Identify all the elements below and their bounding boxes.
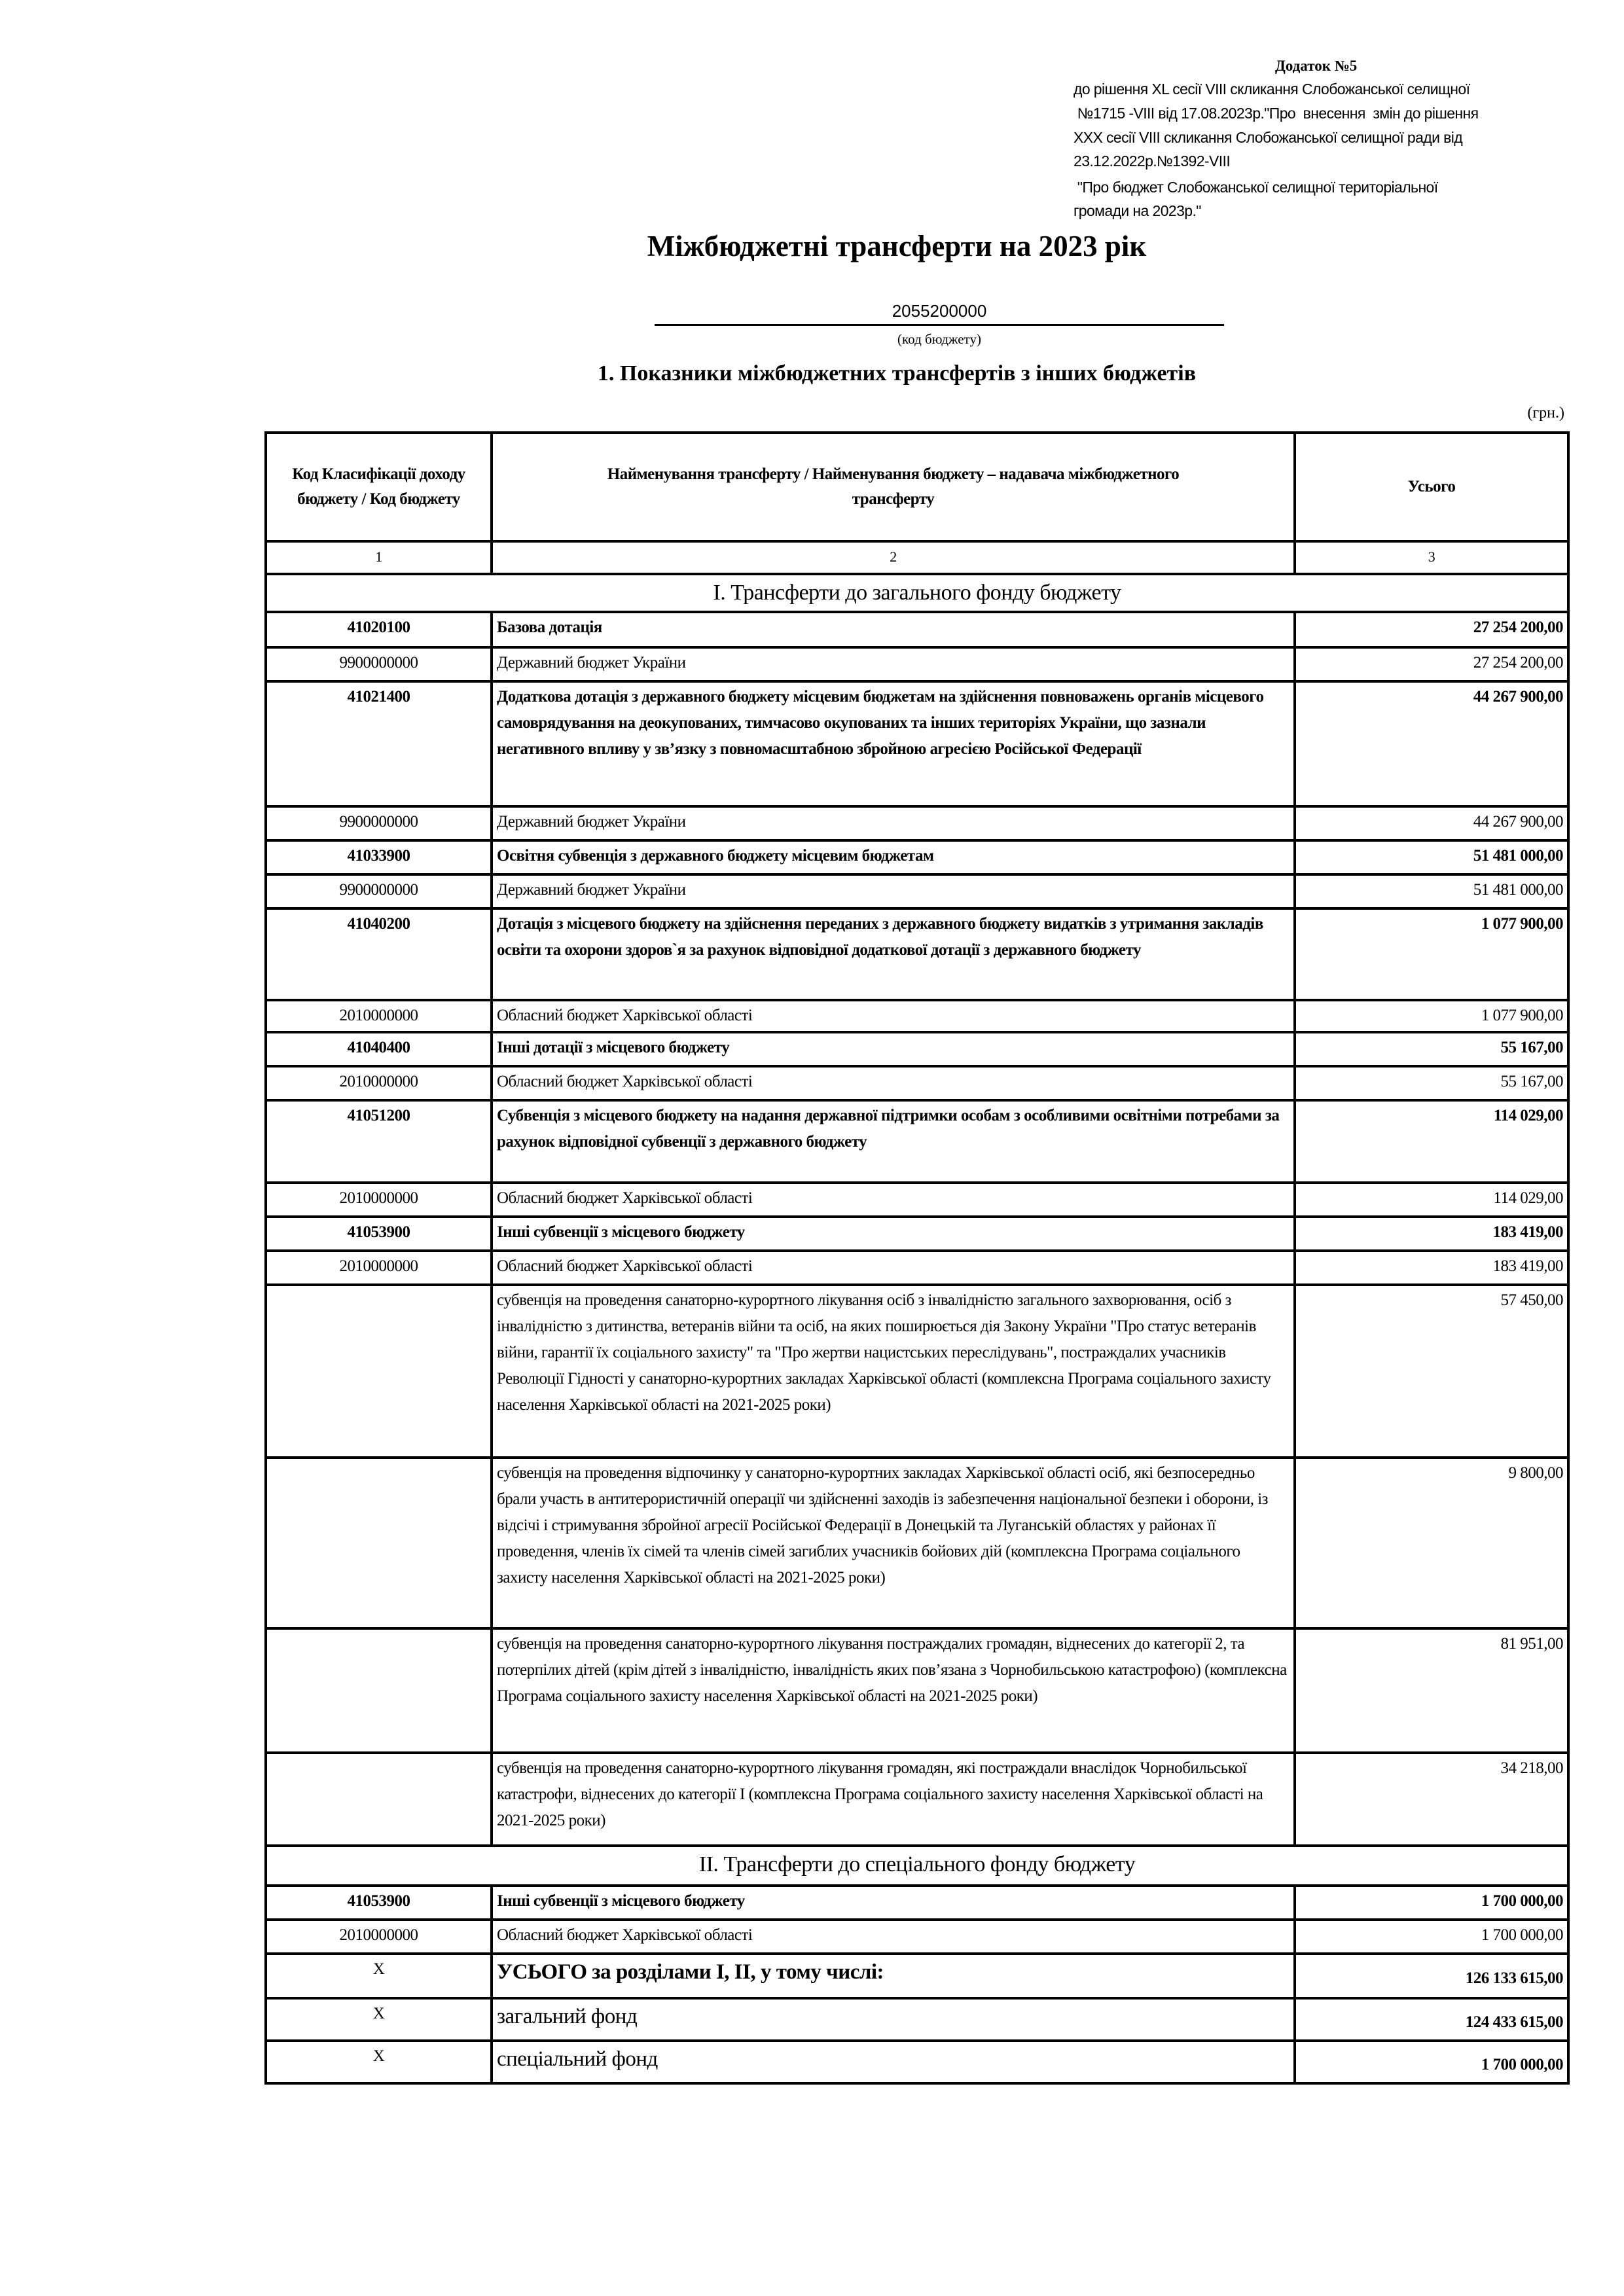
row-name: Державний бюджет України (492, 874, 1295, 908)
row-name: Інші дотації з місцевого бюджету (492, 1032, 1295, 1066)
row-name: Інші субвенції з місцевого бюджету (492, 1886, 1295, 1920)
row-total: 183 419,00 (1295, 1217, 1568, 1251)
row-name: Державний бюджет України (492, 806, 1295, 840)
table-row (266, 1100, 1568, 1183)
row-code: 41051200 (266, 1100, 492, 1183)
row-code: 9900000000 (266, 647, 492, 681)
row-total: 126 133 615,00 (1295, 1954, 1568, 1998)
row-total: 44 267 900,00 (1295, 806, 1568, 840)
row-name: УСЬОГО за розділами І, ІІ, у тому числі: (492, 1954, 1295, 1998)
row-total: 55 167,00 (1295, 1032, 1568, 1066)
section-label: І. Трансферти до загального фонду бюджету (266, 574, 1568, 612)
row-name: субвенція на проведення санаторно-курортного лікування осіб з інвалідністю загального захворювання, осіб з інвалідністю з дитинства, ветеранів війни та осіб, на яких поширюється дія Закону України "Про статус ветеранів війни, гарантії їх соціального захисту" та "Про жертви нацистських переслідувань", постраждалих учасників Революції Гідності у санаторно-курортних закладах Харківської області (комплексна Програма соціального захисту населення Харківської області на 2021-2025 роки) (492, 1285, 1295, 1458)
row-code: 2010000000 (266, 1066, 492, 1100)
row-code: 41040200 (266, 908, 492, 1000)
annex-line: до рішення XL сесії VIII скликання Слобожанської селищної (1074, 81, 1470, 98)
section-label: ІІ. Трансферти до спеціального фонду бюджету (266, 1846, 1568, 1886)
column-number: 3 (1295, 541, 1568, 574)
row-code: 9900000000 (266, 806, 492, 840)
row-name: Освітня субвенція з державного бюджету місцевим бюджетам (492, 840, 1295, 874)
row-code: 41040400 (266, 1032, 492, 1066)
row-total: 124 433 615,00 (1295, 1998, 1568, 2041)
transfers-table (264, 431, 1570, 2085)
row-total: 9 800,00 (1295, 1458, 1568, 1628)
table-row (266, 1886, 1568, 1920)
table-row (266, 1183, 1568, 1217)
row-name: Дотація з місцевого бюджету на здійснення переданих з державного бюджету видатків з утримання закладів освіти та охорони здоров`я за рахунок відповідної додаткової дотації з державного бюджету (492, 908, 1295, 1000)
row-code: 2010000000 (266, 1920, 492, 1954)
row-code (266, 1285, 492, 1458)
table-row (266, 681, 1568, 806)
table-row (266, 1628, 1568, 1753)
total-row (266, 1954, 1568, 1998)
row-name: Обласний бюджет Харківської області (492, 1183, 1295, 1217)
annex-title: Додаток №5 (1275, 58, 1358, 74)
row-code (266, 1458, 492, 1628)
row-name: субвенція на проведення відпочинку у санаторно-курортних закладах Харківської області осіб, які безпосередньо брали участь в антитерористичній операції чи здійсненні заходів із забезпечення національної безпеки і оборони, із відсічі і стримування збройної агресії Російської Федерації в Донецькій та Луганській областях у районах її проведення, членів їх сімей та членів сімей загиблих учасників бойових дій (комплексна Програма соціального захисту населення Харківської області на 2021-2025 роки) (492, 1458, 1295, 1628)
budget-code-caption: (код бюджету) (897, 331, 981, 347)
table-header-row (266, 433, 1568, 541)
header-code: Код Класифікації доходу бюджету / Код бюджету (266, 433, 492, 541)
table-row (266, 1251, 1568, 1285)
unit-label: (грн.) (1527, 404, 1564, 422)
row-name: Обласний бюджет Харківської області (492, 1000, 1295, 1032)
row-code (266, 1753, 492, 1846)
row-code: 2010000000 (266, 1251, 492, 1285)
row-code: 41053900 (266, 1217, 492, 1251)
row-total: 1 077 900,00 (1295, 908, 1568, 1000)
table-row (266, 1920, 1568, 1954)
table-row (266, 874, 1568, 908)
row-name: Обласний бюджет Харківської області (492, 1251, 1295, 1285)
row-name: Державний бюджет України (492, 647, 1295, 681)
table-row (266, 908, 1568, 1000)
row-code: 41020100 (266, 612, 492, 647)
row-code: 41053900 (266, 1886, 492, 1920)
row-code: 41021400 (266, 681, 492, 806)
total-row (266, 2041, 1568, 2083)
column-number: 2 (492, 541, 1295, 574)
row-code (266, 1628, 492, 1753)
table-row (266, 1753, 1568, 1846)
row-name: спеціальний фонд (492, 2041, 1295, 2083)
annex-line: №1715 -VIII від 17.08.2023р."Про внесення змін до рішення (1074, 105, 1479, 122)
row-code: 41033900 (266, 840, 492, 874)
row-name: Обласний бюджет Харківської області (492, 1066, 1295, 1100)
row-name: Базова дотація (492, 612, 1295, 647)
row-total: 34 218,00 (1295, 1753, 1568, 1846)
row-name: Додаткова дотація з державного бюджету місцевим бюджетам на здійснення повноважень органів місцевого самоврядування на деокупованих, тимчасово окупованих та інших територіях України, що зазнали негативного впливу у зв’язку з повномасштабною збройною агресією Російської Федерації (492, 681, 1295, 806)
row-total: 1 077 900,00 (1295, 1000, 1568, 1032)
table-row (266, 1066, 1568, 1100)
row-total: 1 700 000,00 (1295, 1920, 1568, 1954)
row-total: 81 951,00 (1295, 1628, 1568, 1753)
row-total: 55 167,00 (1295, 1066, 1568, 1100)
table-row (266, 647, 1568, 681)
row-code: Х (266, 2041, 492, 2083)
row-total: 1 700 000,00 (1295, 2041, 1568, 2083)
row-total: 1 700 000,00 (1295, 1886, 1568, 1920)
annex-line: громади на 2023р." (1074, 202, 1201, 219)
row-code: Х (266, 1998, 492, 2041)
column-number: 1 (266, 541, 492, 574)
row-code: Х (266, 1954, 492, 1998)
table-row (266, 840, 1568, 874)
section-row (266, 574, 1568, 612)
header-total: Усього (1295, 433, 1568, 541)
section-row (266, 1846, 1568, 1886)
row-name: Субвенція з місцевого бюджету на надання державної підтримки особам з особливими освітніми потребами за рахунок відповідної субвенції з державного бюджету (492, 1100, 1295, 1183)
table-row (266, 1032, 1568, 1066)
row-name: Обласний бюджет Харківської області (492, 1920, 1295, 1954)
row-total: 51 481 000,00 (1295, 840, 1568, 874)
row-code: 2010000000 (266, 1000, 492, 1032)
row-total: 183 419,00 (1295, 1251, 1568, 1285)
row-total: 51 481 000,00 (1295, 874, 1568, 908)
row-code: 2010000000 (266, 1183, 492, 1217)
row-total: 114 029,00 (1295, 1100, 1568, 1183)
row-name: загальний фонд (492, 1998, 1295, 2041)
table-row (266, 1285, 1568, 1458)
annex-line: 23.12.2022р.№1392-VIII (1074, 152, 1231, 170)
budget-code: 2055200000 (655, 301, 1224, 326)
row-name: Інші субвенції з місцевого бюджету (492, 1217, 1295, 1251)
header-name: Найменування трансферту / Найменування бюджету – надавача міжбюджетного трансферту (492, 433, 1295, 541)
table-row (266, 612, 1568, 647)
page-title: Міжбюджетні трансферти на 2023 рік (647, 230, 1147, 262)
annex-line: XXX сесії VIII скликання Слобожанської селищної ради від (1074, 129, 1463, 146)
row-total: 27 254 200,00 (1295, 647, 1568, 681)
row-code: 9900000000 (266, 874, 492, 908)
row-total: 57 450,00 (1295, 1285, 1568, 1458)
table-row (266, 1000, 1568, 1032)
row-name: субвенція на проведення санаторно-курортного лікування постраждалих громадян, віднесених до категорії 2, та потерпілих дітей (крім дітей з інвалідністю, інвалідність яких пов’язана з Чорнобильською катастрофою) (комплексна Програма соціального захисту населення Харківської області на 2021-2025 роки) (492, 1628, 1295, 1753)
row-total: 27 254 200,00 (1295, 612, 1568, 647)
section-title: 1. Показники міжбюджетних трансфертів з інших бюджетів (597, 361, 1197, 386)
table-row (266, 806, 1568, 840)
table-row (266, 1458, 1568, 1628)
row-name: субвенція на проведення санаторно-курортного лікування громадян, які постраждали внаслідок Чорнобильської катастрофи, віднесених до категорії I (комплексна Програма соціального захисту населення Харківської області на 2021-2025 роки) (492, 1753, 1295, 1846)
row-total: 44 267 900,00 (1295, 681, 1568, 806)
total-row (266, 1998, 1568, 2041)
annex-line: "Про бюджет Слобожанської селищної територіальної (1074, 179, 1438, 196)
table-row (266, 1217, 1568, 1251)
row-total: 114 029,00 (1295, 1183, 1568, 1217)
column-number-row (266, 541, 1568, 574)
